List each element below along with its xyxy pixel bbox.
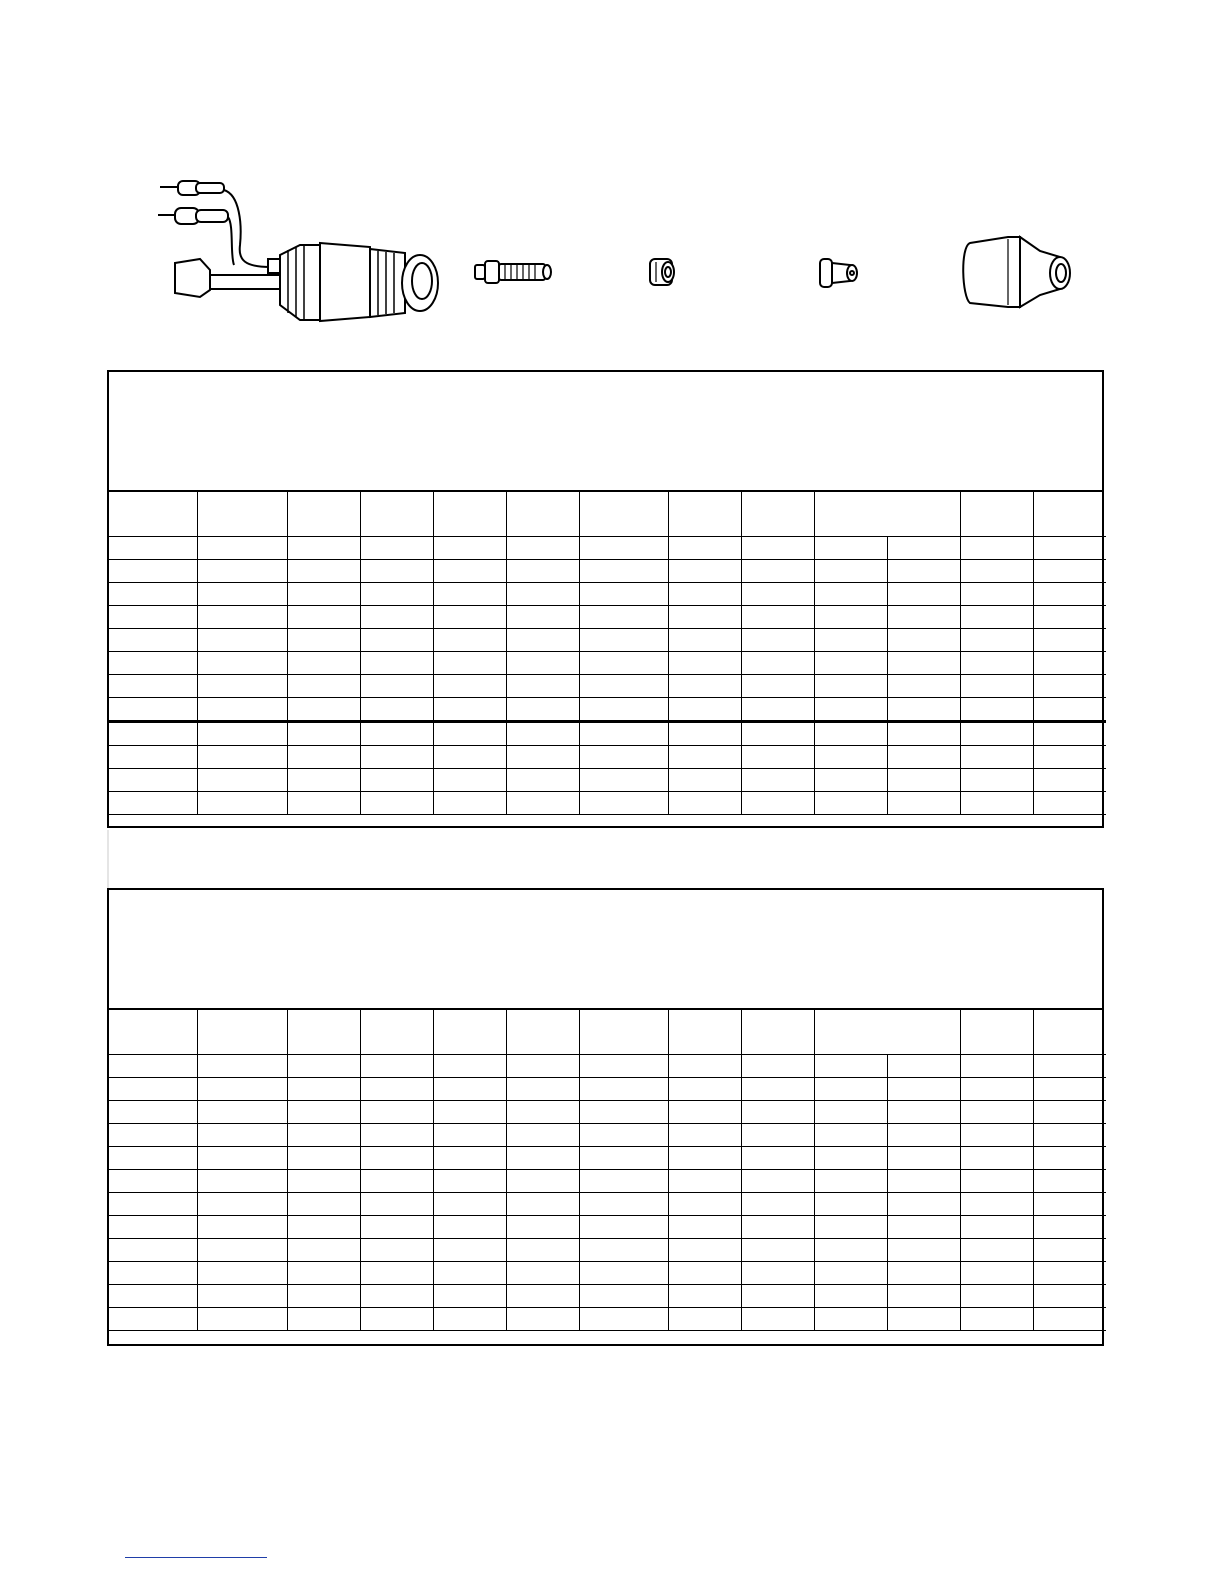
table-row	[109, 1262, 1106, 1285]
header-cell	[433, 492, 506, 537]
header-cell	[109, 1010, 197, 1055]
table-grid	[109, 1010, 1106, 1331]
header-cell	[668, 492, 741, 537]
table-row	[109, 1239, 1106, 1262]
shield-cup-icon	[963, 237, 1070, 307]
header-cell	[109, 492, 197, 537]
header-cell	[579, 1010, 668, 1055]
table-row	[109, 1170, 1106, 1193]
header-cell	[579, 492, 668, 537]
table-row	[109, 722, 1106, 746]
header-cell	[287, 1010, 360, 1055]
table-row	[109, 1193, 1106, 1216]
table-row	[109, 1285, 1106, 1308]
header-cell	[814, 492, 960, 537]
table-row	[109, 652, 1106, 675]
header-cell	[1033, 492, 1106, 537]
table-row	[109, 583, 1106, 606]
margin-mark	[107, 830, 109, 888]
table-row	[109, 1124, 1106, 1147]
header-cell	[506, 1010, 579, 1055]
consumables-table-1	[107, 370, 1104, 828]
header-cell	[197, 492, 287, 537]
table-row	[109, 792, 1106, 815]
header-cell	[287, 492, 360, 537]
table-row	[109, 606, 1106, 629]
table-row	[109, 1078, 1106, 1101]
table-row	[109, 1101, 1106, 1124]
header-cell	[360, 492, 433, 537]
table-row	[109, 629, 1106, 652]
header-cell	[1033, 1010, 1106, 1055]
header-cell	[960, 492, 1033, 537]
torch-head-icon	[158, 181, 438, 321]
header-cell	[814, 1010, 960, 1055]
table-row	[109, 675, 1106, 698]
header-cell	[741, 492, 814, 537]
table-title-area	[109, 372, 1102, 492]
table-row	[109, 537, 1106, 560]
electrode-icon	[475, 261, 551, 283]
header-cell	[960, 1010, 1033, 1055]
table-row	[109, 1147, 1106, 1170]
consumables-table-2	[107, 888, 1104, 1346]
table-title-area	[109, 890, 1102, 1010]
header-cell	[433, 1010, 506, 1055]
table-row	[109, 698, 1106, 722]
table-row	[109, 1216, 1106, 1239]
header-cell	[741, 1010, 814, 1055]
table-row	[109, 560, 1106, 583]
header-cell	[668, 1010, 741, 1055]
header-cell	[506, 492, 579, 537]
swirl-ring-icon	[650, 259, 674, 285]
table-row	[109, 1308, 1106, 1331]
table-row	[109, 746, 1106, 769]
tip-icon	[820, 259, 857, 287]
header-cell	[360, 1010, 433, 1055]
table-row	[109, 769, 1106, 792]
table-grid	[109, 492, 1106, 815]
consumables-figure	[130, 175, 1090, 325]
header-cell	[197, 1010, 287, 1055]
footer-rule	[125, 1557, 267, 1558]
table-row	[109, 1055, 1106, 1078]
